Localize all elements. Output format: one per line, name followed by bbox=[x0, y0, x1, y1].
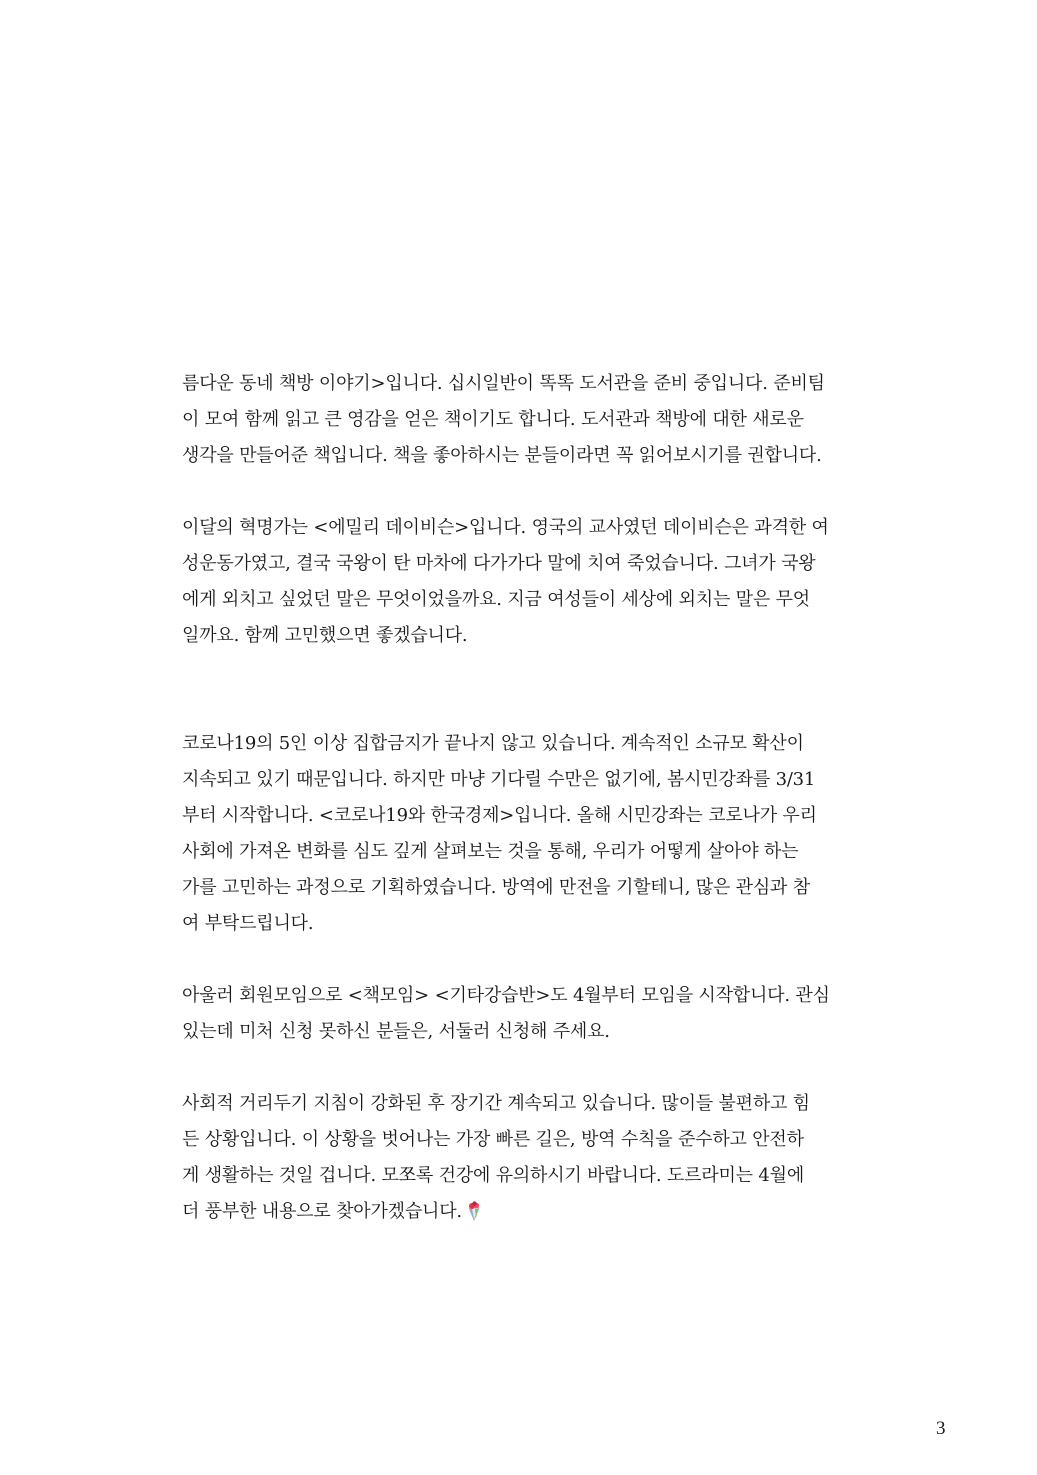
paragraph-member-groups bbox=[182, 978, 872, 1050]
text-line: 있는데 미처 신청 못하신 분들은, 서둘러 신청해 주세요. bbox=[182, 1021, 610, 1042]
text-line: 지속되고 있기 때문입니다. 하지만 마냥 기다릴 수만은 없기에, 봄시민강좌를 3/31 bbox=[182, 769, 816, 790]
paragraph-bookstore bbox=[182, 366, 872, 474]
text-line: 성운동가였고, 결국 국왕이 탄 마차에 다가가다 말에 치여 죽었습니다. 그녀가 국왕 bbox=[182, 553, 816, 574]
paragraph-spacer bbox=[182, 474, 872, 510]
text-line: 에게 외치고 싶었던 말은 무엇이었을까요. 지금 여성들이 세상에 외치는 말은 무엇 bbox=[182, 589, 810, 610]
text-line: 사회적 거리두기 지침이 강화된 후 장기간 계속되고 있습니다. 많이들 불편하고 힘 bbox=[182, 1093, 810, 1114]
paragraph-spacer bbox=[182, 654, 872, 726]
text-line: 름다운 동네 책방 이야기>입니다. 십시일반이 똑똑 도서관을 준비 중입니다. 준비팀 bbox=[182, 373, 825, 394]
paragraph-spacer bbox=[182, 942, 872, 978]
text-line: 가를 고민하는 과정으로 기획하였습니다. 방역에 만전을 기할테니, 많은 관심과 참 bbox=[182, 877, 810, 898]
text-line: 사회에 가져온 변화를 심도 깊게 살펴보는 것을 통해, 우리가 어떻게 살아야 하는 bbox=[182, 841, 799, 862]
paragraph-revolutionary bbox=[182, 510, 872, 654]
page-number: 3 bbox=[936, 1418, 946, 1439]
text-line: 여 부탁드립니다. bbox=[182, 913, 314, 934]
text-line: 이 모여 함께 읽고 큰 영감을 얻은 책이기도 합니다. 도서관과 책방에 대한 새로운 bbox=[182, 409, 804, 430]
paragraph-lecture bbox=[182, 726, 872, 942]
paragraph-spacer bbox=[182, 1050, 872, 1086]
text-line: 부터 시작합니다. <코로나19와 한국경제>입니다. 올해 시민강좌는 코로나가 우리 bbox=[182, 805, 817, 826]
text-line-final bbox=[182, 1194, 872, 1230]
text-line: 생각을 만들어준 책입니다. 책을 좋아하시는 분들이라면 꼭 읽어보시기를 권합니다. bbox=[182, 445, 822, 466]
bouquet-icon bbox=[466, 1201, 482, 1221]
text-line: 든 상황입니다. 이 상황을 벗어나는 가장 빠른 길은, 방역 수칙을 준수하고 안전하 bbox=[182, 1129, 804, 1150]
text-line: 게 생활하는 것일 겁니다. 모쪼록 건강에 유의하시기 바랍니다. 도르라미는 4월에 bbox=[182, 1165, 805, 1186]
paragraph-distancing bbox=[182, 1086, 872, 1230]
text-line: 이달의 혁명가는 <에밀리 데이비슨>입니다. 영국의 교사였던 데이비슨은 과격한 여 bbox=[182, 517, 829, 538]
final-sentence: 더 풍부한 내용으로 찾아가겠습니다. bbox=[182, 1201, 462, 1222]
body-text bbox=[182, 366, 872, 1230]
text-line: 일까요. 함께 고민했으면 좋겠습니다. bbox=[182, 625, 468, 646]
text-line: 코로나19의 5인 이상 집합금지가 끝나지 않고 있습니다. 계속적인 소규모 확산이 bbox=[182, 733, 804, 754]
text-line: 아울러 회원모임으로 <책모임> <기타강습반>도 4월부터 모임을 시작합니다. 관심 bbox=[182, 985, 830, 1006]
